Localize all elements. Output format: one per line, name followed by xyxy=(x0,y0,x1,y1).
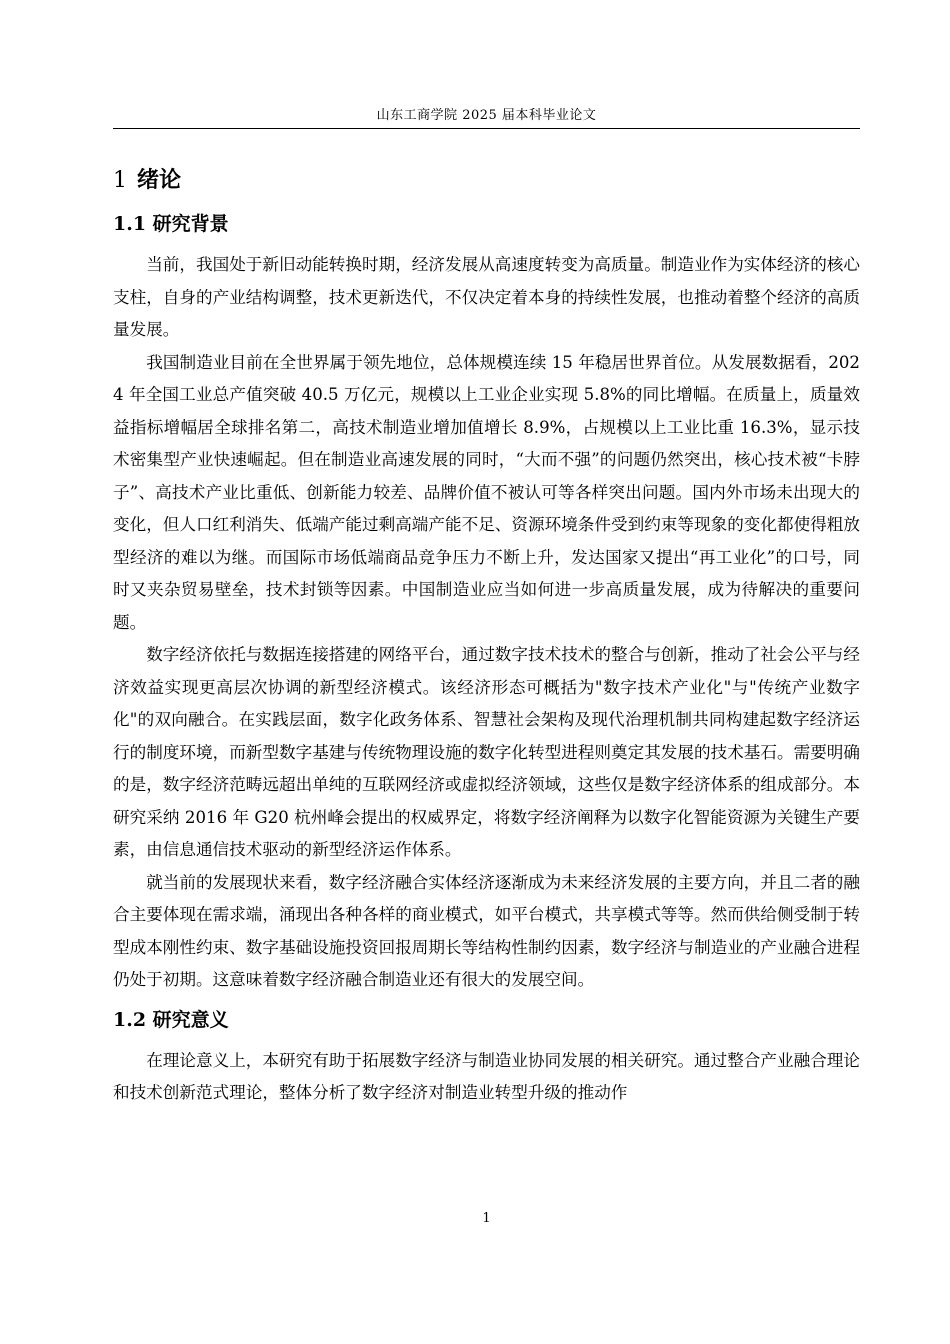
paragraph: 就当前的发展现状来看，数字经济融合实体经济逐渐成为未来经济发展的主要方向，并且二者的融合主要体现在需求端，涌现出各种各样的商业模式，如平台模式，共享模式等等。然而供给侧受制于转型成本刚性约束、数字基础设施投资回报周期长等结构性制约因素，数字经济与制造业的产业融合进程仍处于初期。这意味着数字经济融合制造业还有很大的发展空间。 xyxy=(113,872,860,989)
section-title-background: 1.1 研究背景 xyxy=(113,213,229,235)
paragraph: 当前，我国处于新旧动能转换时期，经济发展从高速度转变为高质量。制造业作为实体经济的核心支柱，自身的产业结构调整，技术更新迭代，不仅决定着本身的持续性发展，也推动着整个经济的高质量发展。 xyxy=(113,255,860,339)
page-content xyxy=(113,160,860,1110)
chapter-title-text: 绪论 xyxy=(137,167,182,193)
paragraph: 数字经济依托与数据连接搭建的网络平台，通过数字技术技术的整合与创新，推动了社会公平与经济效益实现更高层次协调的新型经济模式。该经济形态可概括为"数字技术产业化"与"传统产业数字化"的双向融合。在实践层面，数字化政务体系、智慧社会架构及现代治理机制共同构建起数字经济运行的制度环境，而新型数字基建与传统物理设施的数字化转型进程则奠定其发展的技术基石。需要明确的是，数字经济范畴远超出单纯的互联网经济或虚拟经济领域，这些仅是数字经济体系的组成部分。本研究采纳 2016 年 G20 杭州峰会提出的权威界定，将数字经济阐释为以数字化智能资源为关键生产要素，由信息通信技术驱动的新型经济运作体系。 xyxy=(113,645,860,859)
chapter-number: 1 xyxy=(113,168,127,193)
paragraph: 在理论意义上，本研究有助于拓展数字经济与制造业协同发展的相关研究。通过整合产业融合理论和技术创新范式理论，整体分析了数字经济对制造业转型升级的推动作 xyxy=(113,1050,860,1102)
section-title-significance: 1.2 研究意义 xyxy=(113,1008,229,1031)
page-number: 1 xyxy=(482,1211,491,1226)
header-rule xyxy=(113,128,860,129)
paragraph: 我国制造业目前在全世界属于领先地位，总体规模连续 15 年稳居世界首位。从发展数据看，2024 年全国工业总产值突破 40.5 万亿元，规模以上工业企业实现 5.8%的同比增幅。在质量上，质量效益指标增幅居全球排名第二，高技术制造业增加值增长 8.9%，占规模以上工业比重 16.3%，显示技术密集型产业快速崛起。但在制造业高速发展的同时，“大而不强”的问题仍然突出，核心技术被“卡脖子”、高技术产业比重低、创新能力较差、品牌价值不被认可等各样突出问题。国内外市场未出现大的变化，但人口红利消失、低端产能过剩高端产能不足、资源环境条件受到约束等现象的变化都使得粗放型经济的难以为继。而国际市场低端商品竞争压力不断上升，发达国家又提出“再工业化”的口号，同时又夹杂贸易壁垒，技术封锁等因素。中国制造业应当如何进一步高质量发展，成为待解决的重要问题。 xyxy=(113,352,860,632)
running-header: 山东工商学院 2025 届本科毕业论文 xyxy=(376,108,597,123)
chapter-title xyxy=(113,160,860,201)
